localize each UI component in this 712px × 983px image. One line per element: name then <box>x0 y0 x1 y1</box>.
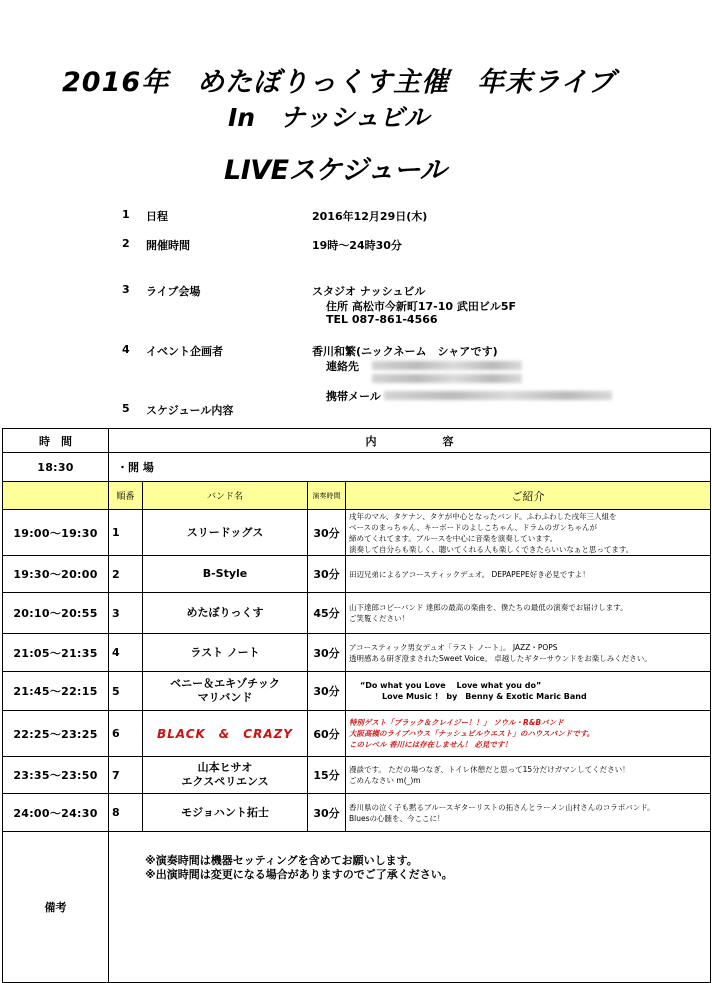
desc-line: ベースのまっちゃん、キーボードのよしこちゃん、ドラムのガンちゃんが <box>349 522 597 532</box>
mobile-mail-label: 携帯メール <box>326 390 381 403</box>
row-number: 2 <box>109 556 143 593</box>
redacted-contact <box>372 361 522 370</box>
info-number: 1 <box>122 208 130 221</box>
band-name <box>143 794 308 832</box>
info-number: 5 <box>122 402 130 415</box>
table-row <box>3 510 711 556</box>
band-name-line: マリバンド <box>197 691 253 704</box>
time-header: 時 間 <box>3 429 109 453</box>
intro-header: ご紹介 <box>346 482 711 510</box>
band-name <box>143 593 308 634</box>
desc-line: 演奏して自分らも楽しく、聴いてくれる人も楽しくできたらいいなぁと思ってます。 <box>349 544 634 554</box>
order-header: 順番 <box>109 482 143 510</box>
row-duration: 45分 <box>308 593 346 634</box>
table-row <box>3 711 711 757</box>
band-name <box>143 672 308 711</box>
row-duration: 30分 <box>308 634 346 672</box>
table-row <box>3 634 711 672</box>
desc-line: このレベル 香川には存在しません！ 必見です！ <box>349 740 512 749</box>
note-line: ※出演時間は変更になる場合がありますのでご了承ください。 <box>145 868 453 881</box>
band-name-line: ベニー＆エキゾチック <box>170 677 280 690</box>
info-label: スケジュール内容 <box>146 404 234 417</box>
info-number: 3 <box>122 283 130 296</box>
band-name <box>143 634 308 672</box>
band-name-line: モジョハント拓士 <box>181 805 269 819</box>
band-name <box>143 510 308 556</box>
redacted-contact-2 <box>372 374 522 383</box>
table-row <box>3 672 711 711</box>
table-row <box>3 794 711 832</box>
info-label: ライブ会場 <box>146 285 201 298</box>
desc-line: ごめんなさい m(_)m <box>349 776 421 785</box>
opening-row <box>3 453 711 482</box>
desc-line: 戌年のマル、タケナン、タケが中心となったバンド。ふわふわした戌年三人組を <box>349 511 617 521</box>
desc-line: 田辺兄弟によるアコースティックデュオ。 DEPAPEPE好き必見ですよ！ <box>349 569 590 579</box>
info-label: 日程 <box>146 210 168 223</box>
band-name <box>143 711 308 757</box>
desc-line: 漫談です。 ただの場つなぎ、トイレ休憩だと思って15分だけガマンしてください！ <box>349 765 630 774</box>
row-number: 5 <box>109 672 143 711</box>
row-number: 7 <box>109 757 143 794</box>
info-date-value: 2016年12月29日(木) <box>312 210 428 223</box>
row-time: 22:25～23:25 <box>3 711 109 757</box>
info-label: 開催時間 <box>146 239 190 252</box>
info-label: イベント企画者 <box>146 345 223 358</box>
row-description <box>346 794 711 832</box>
row-description <box>346 757 711 794</box>
note-line: ※演奏時間は機器セッティングを含めてお願いします。 <box>145 854 418 867</box>
row-description <box>346 711 711 757</box>
row-description <box>346 510 711 556</box>
desc-line: “Do what you Love Love what you do” <box>360 681 542 690</box>
opening-time: 18:30 <box>3 453 109 482</box>
column-header-row <box>3 482 711 510</box>
band-name-line: エクスペリエンス <box>181 775 269 788</box>
title-line-2: In ナッシュビル <box>228 103 430 132</box>
row-number: 6 <box>109 711 143 757</box>
row-number: 8 <box>109 794 143 832</box>
row-number: 3 <box>109 593 143 634</box>
band-name <box>143 757 308 794</box>
venue-tel: TEL 087-861-4566 <box>326 313 438 326</box>
table-row <box>3 757 711 794</box>
organizer-name: 香川和繁(ニックネーム シャアです) <box>312 345 498 358</box>
desc-line: 透明感ある研ぎ澄まされたSweet Voice。 卓越したギターサウンドをお楽しみください。 <box>349 653 652 663</box>
info-number: 4 <box>122 343 130 356</box>
duration-header: 演奏時間 <box>308 482 346 510</box>
contact-label: 連絡先 <box>326 360 359 373</box>
band-name-line: めたぼりっくす <box>186 606 264 619</box>
desc-line: Bluesの心髄を、今ここに！ <box>349 813 445 823</box>
row-time: 19:30～20:00 <box>3 556 109 593</box>
band-name-line: ラスト ノート <box>190 645 260 659</box>
row-description <box>346 672 711 711</box>
opening-text: ・開 場 <box>109 453 711 482</box>
band-name-line: BLACK & CRAZY <box>156 726 293 741</box>
row-description <box>346 634 711 672</box>
desc-line: 山下達郎コピーバンド 達郎の最高の楽曲を、僕たちの最低の演奏でお届けします。 <box>349 603 628 612</box>
desc-line: 特別ゲスト「ブラック＆クレイジー！！」 ソウル・R&Bバンド <box>349 718 564 727</box>
band-name-line: スリードッグス <box>186 525 264 539</box>
title-line-1: 2016年 めたぼりっくす主催 年末ライブ <box>62 67 616 98</box>
band-name-line: B-Style <box>202 567 248 580</box>
title-line-3: LIVEスケジュール <box>224 155 446 186</box>
table-header-row <box>3 429 711 453</box>
venue-name: スタジオ ナッシュビル <box>312 285 426 298</box>
blank-header-cell <box>3 482 109 510</box>
info-hours-value: 19時～24時30分 <box>312 239 402 252</box>
table-row <box>3 556 711 593</box>
desc-line: 締めてくれてます。ブルースを中心に音楽を演奏しています。 <box>349 533 558 543</box>
row-time: 21:45～22:15 <box>3 672 109 711</box>
desc-line: ご笑覧ください！ <box>349 614 409 623</box>
redacted-mail <box>384 391 612 400</box>
desc-line: アコースティック男女デュオ「ラスト ノート」。 JAZZ・POPS <box>349 642 558 652</box>
row-time: 21:05～21:35 <box>3 634 109 672</box>
row-duration: 15分 <box>308 757 346 794</box>
row-duration: 30分 <box>308 672 346 711</box>
row-time: 19:00～19:30 <box>3 510 109 556</box>
venue-address: 住所 高松市今新町17-10 武田ビル5F <box>326 300 517 313</box>
row-duration: 30分 <box>308 510 346 556</box>
row-duration: 60分 <box>308 711 346 757</box>
row-number: 4 <box>109 634 143 672</box>
content-header: 内 容 <box>109 429 711 453</box>
row-description <box>346 593 711 634</box>
band-header: バンド名 <box>143 482 308 510</box>
notes-label: 備考 <box>3 832 109 983</box>
desc-line: 大阪高槻のライブハウス「ナッシュビルウエスト」のハウスバンドです。 <box>349 729 595 738</box>
row-description <box>346 556 711 593</box>
row-time: 24:00～24:30 <box>3 794 109 832</box>
row-number: 1 <box>109 510 143 556</box>
row-time: 23:35～23:50 <box>3 757 109 794</box>
desc-line: Love Music ! by Benny & Exotic Maric Band <box>382 692 587 701</box>
desc-line: 香川県の泣く子も黙るブルースギターリストの拓さんとラーメン山村さんのコラボバンド。 <box>349 802 655 812</box>
table-row <box>3 593 711 634</box>
info-number: 2 <box>122 237 130 250</box>
band-name-line: 山本ヒサオ <box>197 761 253 774</box>
schedule-table <box>2 428 711 983</box>
row-duration: 30分 <box>308 556 346 593</box>
band-name <box>143 556 308 593</box>
row-time: 20:10～20:55 <box>3 593 109 634</box>
row-duration: 30分 <box>308 794 346 832</box>
